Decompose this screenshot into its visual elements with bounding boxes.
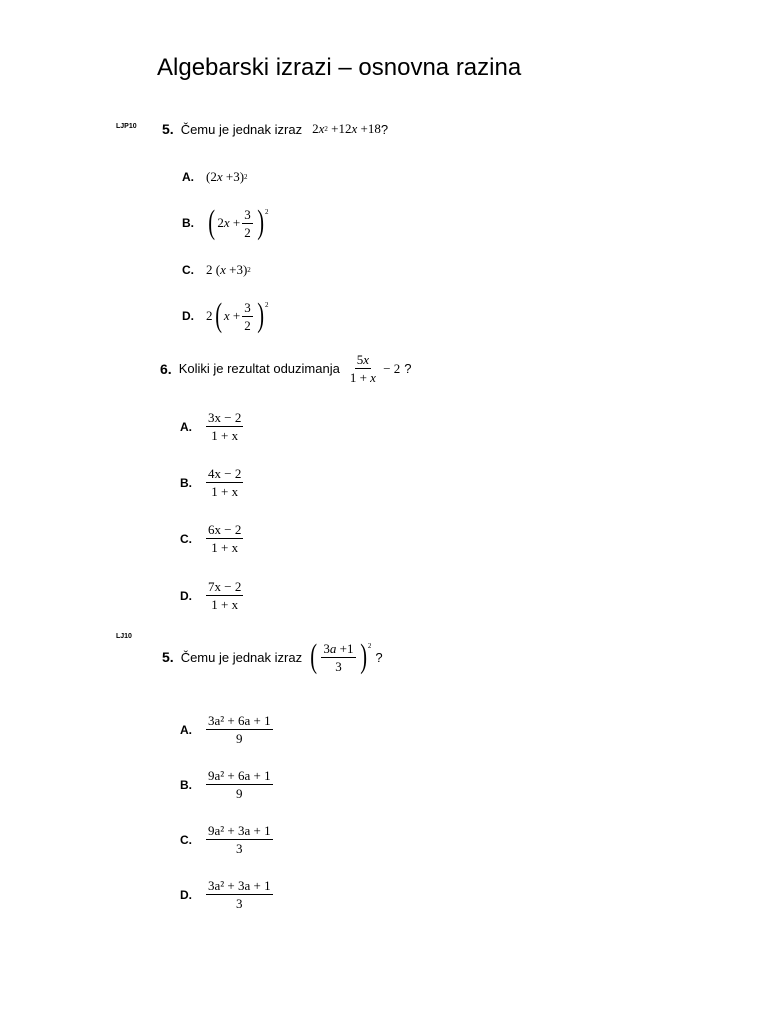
option-expression: (2 x +3) 2	[206, 169, 248, 184]
option-letter: C.	[180, 832, 192, 847]
option-letter: A.	[182, 170, 194, 184]
option-expression: $\frac{\text{9a² + 6a + 1}}{9}$	[208, 768, 271, 801]
section-tag: LJP10	[116, 123, 137, 130]
option-expression: 2 ( x + $\frac{3}{2}$ ) 2	[206, 297, 269, 334]
option-expression: $\frac{7x - 2}{1 + x}$	[208, 579, 242, 612]
question-number: 5.	[162, 121, 174, 137]
option-expression: $\frac{4x - 2}{1 + x}$	[208, 466, 242, 499]
option-letter: A.	[180, 722, 192, 737]
option-a[interactable]	[182, 169, 248, 185]
option-c[interactable]	[182, 262, 251, 278]
question-mark: ?	[380, 121, 389, 137]
section-tag: LJ10	[116, 633, 132, 640]
question-expression: ( $\frac{3a +1}{3}$ ) 2	[310, 638, 372, 675]
option-c[interactable]	[180, 522, 245, 555]
question-number: 5.	[162, 649, 174, 665]
question-text: Čemu je jednak izraz	[180, 121, 303, 137]
option-expression: $\frac{3x - 2}{1 + x}$	[208, 410, 242, 443]
question-5	[162, 640, 383, 674]
option-b[interactable]	[180, 768, 275, 801]
option-letter: D.	[182, 309, 194, 323]
option-a[interactable]	[180, 410, 245, 443]
question-expression: $\frac{5x}{1 + x}$ − 2	[349, 352, 401, 385]
option-expression: 2 ( x +3) 2	[206, 262, 251, 277]
page-title: Algebarski izrazi – osnovna razina	[157, 54, 522, 81]
option-d[interactable]	[180, 878, 275, 911]
option-letter: C.	[182, 263, 194, 277]
question-6	[160, 352, 412, 385]
option-letter: C.	[180, 531, 192, 546]
question-5	[162, 121, 388, 137]
question-mark: ?	[375, 649, 383, 665]
question-number: 6.	[160, 360, 172, 377]
option-expression: $\frac{\text{3a² + 3a + 1}}{3}$	[208, 878, 271, 911]
option-c[interactable]	[180, 823, 275, 856]
option-expression: $\frac{6x - 2}{1 + x}$	[208, 522, 242, 555]
option-expression: $\frac{\text{9a² + 3a + 1}}{3}$	[208, 823, 271, 856]
question-expression: 2 x 2 +12 x +18	[312, 121, 381, 136]
option-letter: D.	[180, 588, 192, 603]
option-letter: B.	[180, 777, 192, 792]
option-d[interactable]	[180, 579, 245, 612]
question-mark: ?	[404, 361, 412, 376]
option-b[interactable]	[182, 206, 269, 240]
option-letter: B.	[182, 216, 194, 230]
option-d[interactable]	[182, 299, 269, 333]
option-letter: A.	[180, 419, 192, 434]
option-expression: ( 2 x + $\frac{3}{2}$ ) 2	[208, 204, 269, 241]
question-text: Koliki je rezultat oduzimanja	[178, 361, 340, 376]
option-b[interactable]	[180, 466, 245, 499]
option-a[interactable]	[180, 713, 275, 746]
option-letter: B.	[180, 475, 192, 490]
option-expression: $\frac{\text{3a² + 6a + 1}}{9}$	[208, 713, 271, 746]
question-text: Čemu je jednak izraz	[180, 649, 303, 665]
option-letter: D.	[180, 887, 192, 902]
